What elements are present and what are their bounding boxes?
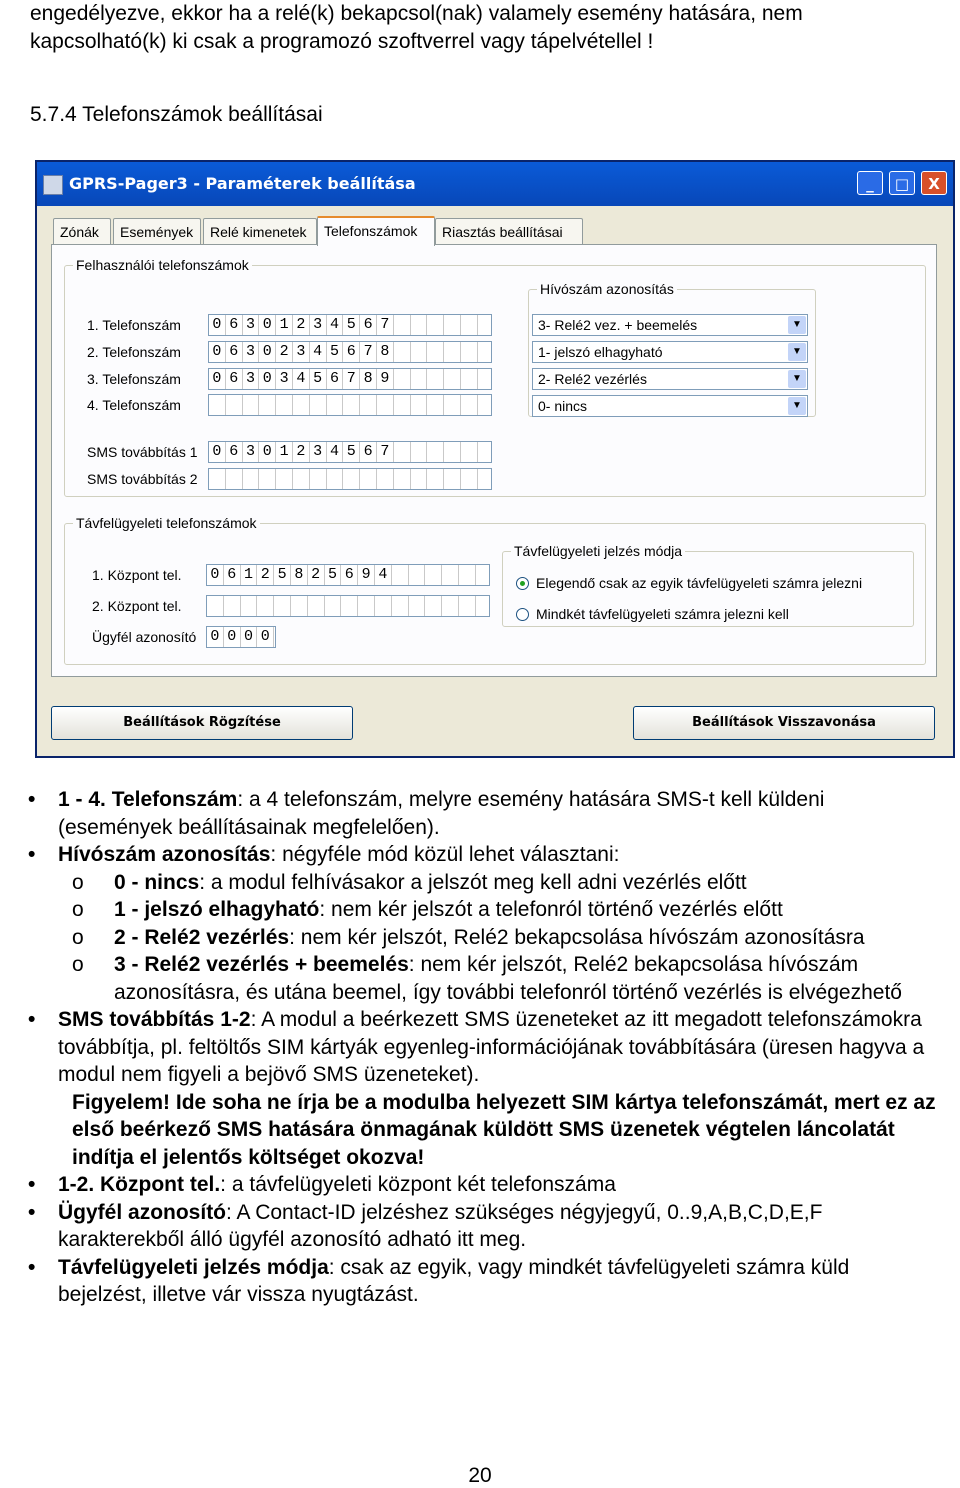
digit-cell: [459, 565, 476, 585]
digit-cell: [444, 342, 461, 362]
digit-cell: 3: [310, 442, 327, 462]
digit-cell: 4: [310, 342, 327, 362]
close-button[interactable]: X: [921, 171, 947, 195]
digit-cell: [427, 395, 444, 415]
definition: : négyféle mód közül lehet választani:: [270, 843, 620, 866]
digit-cell: 3: [243, 442, 260, 462]
term: Távfelügyeleti jelzés módja: [58, 1255, 329, 1279]
list-item: [28, 1254, 938, 1309]
definition: : nem kér jelszót a telefonról történő vezérlés előtt: [319, 898, 783, 921]
digit-cell: 4: [293, 369, 310, 389]
signal-mode-legend: Távfelügyeleti jelzés módja: [514, 543, 683, 559]
digit-cell: 0: [257, 627, 274, 647]
digit-cell: 0: [207, 627, 224, 647]
sms-forward-2-field[interactable]: [208, 468, 492, 490]
digit-cell: [377, 395, 394, 415]
digit-cell: 6: [343, 342, 360, 362]
digit-cell: [427, 469, 444, 489]
sub-list-item: [28, 924, 938, 952]
chevron-down-icon[interactable]: ▼: [788, 370, 806, 388]
digit-cell: 1: [241, 565, 258, 585]
digit-cell: 3: [243, 342, 260, 362]
center-phone-2-label: 2. Központ tel.: [92, 598, 182, 614]
digit-cell: [341, 596, 358, 616]
digit-cell: [444, 369, 461, 389]
tab-esemenyek[interactable]: Események: [113, 218, 201, 244]
list-item: [28, 786, 938, 841]
digit-cell: [411, 442, 428, 462]
definition: : A modul a beérkezett SMS üzeneteket az itt megadott telefonszámokra továbbítja, pl. feltöltős SIM kártyák egyenleg-információjának továbbítására (üresen hagyva a modul nem figyeli a bejövő SMS üzeneteket).: [58, 1008, 925, 1086]
digit-cell: [427, 315, 444, 335]
digit-cell: [459, 596, 476, 616]
digit-cell: [327, 395, 344, 415]
digit-cell: [411, 469, 428, 489]
list-item: [28, 1006, 938, 1089]
digit-cell: 4: [327, 442, 344, 462]
digit-cell: 6: [226, 369, 243, 389]
digit-cell: 0: [259, 442, 276, 462]
caller-id-select-2[interactable]: [532, 341, 808, 363]
digit-cell: [461, 342, 478, 362]
phone-4-label: 4. Telefonszám: [87, 397, 181, 413]
digit-cell: [241, 596, 258, 616]
digit-cell: 8: [291, 565, 308, 585]
term: 3 - Relé2 vezérlés + beemelés: [114, 953, 409, 976]
digit-cell: 2: [293, 315, 310, 335]
digit-cell: [243, 469, 260, 489]
save-settings-button[interactable]: Beállítások Rögzítése: [51, 706, 353, 740]
digit-cell: 4: [327, 315, 344, 335]
digit-cell: 6: [224, 565, 241, 585]
digit-cell: 2: [293, 442, 310, 462]
digit-cell: [427, 369, 444, 389]
digit-cell: 8: [360, 369, 377, 389]
digit-cell: [325, 596, 342, 616]
digit-cell: [394, 315, 411, 335]
digit-cell: 5: [274, 565, 291, 585]
digit-cell: 8: [377, 342, 394, 362]
digit-cell: [394, 342, 411, 362]
digit-cell: [293, 469, 310, 489]
term: Hívószám azonosítás: [58, 843, 271, 866]
digit-cell: [394, 395, 411, 415]
definition: : a modul felhívásakor a jelszót meg kell adni vezérlés előtt: [199, 870, 747, 894]
digit-cell: 7: [360, 342, 377, 362]
digit-cell: 3: [310, 315, 327, 335]
digit-cell: [343, 469, 360, 489]
tab-rele-kimenetek[interactable]: Relé kimenetek: [203, 218, 317, 244]
digit-cell: 5: [310, 369, 327, 389]
sub-list-item: [28, 896, 938, 924]
digit-cell: 1: [276, 315, 293, 335]
user-phones-legend: Felhasználói telefonszámok: [76, 257, 249, 273]
tab-riasztas-beallitasai[interactable]: Riasztás beállításai: [435, 218, 583, 244]
digit-cell: 0: [209, 442, 226, 462]
center-phone-1-field[interactable]: [206, 564, 490, 586]
digit-cell: [461, 395, 478, 415]
digit-cell: 6: [226, 442, 243, 462]
phone-1-field[interactable]: [208, 314, 492, 336]
digit-cell: [461, 315, 478, 335]
digit-cell: [461, 442, 478, 462]
digit-cell: 0: [241, 627, 258, 647]
sms-forward-2-label: SMS továbbítás 2: [87, 471, 198, 487]
term: 0 - nincs: [114, 870, 200, 894]
digit-cell: 1: [276, 442, 293, 462]
sub-list-item: [28, 951, 938, 1006]
digit-cell: 3: [276, 369, 293, 389]
digit-cell: [310, 395, 327, 415]
digit-cell: [257, 596, 274, 616]
term: 2 - Relé2 vezérlés: [114, 925, 290, 949]
digit-cell: 6: [226, 342, 243, 362]
customer-id-label: Ügyfél azonosító: [92, 629, 197, 645]
digit-cell: 5: [327, 342, 344, 362]
digit-cell: [444, 469, 461, 489]
digit-cell: [411, 342, 428, 362]
chevron-down-icon[interactable]: ▼: [788, 343, 806, 361]
digit-cell: 6: [360, 315, 377, 335]
digit-cell: 5: [325, 565, 342, 585]
digit-cell: [358, 596, 375, 616]
caller-id-select-4-value: 0- nincs: [538, 398, 588, 414]
digit-cell: 0: [209, 342, 226, 362]
digit-cell: [442, 596, 459, 616]
digit-cell: [411, 369, 428, 389]
warning-text: Figyelem! Ide soha ne írja be a modulba helyezett SIM kártya telefonszámát, mert ez az első beérkező SMS hatására önmagának küldött SMS üzenetek végtelen láncolatát indítja el jelentős költséget okozva!: [72, 1090, 936, 1169]
definition: : a távfelügyeleti központ két telefonszáma: [220, 1173, 616, 1196]
settings-window: [35, 160, 955, 758]
customer-id-field[interactable]: [206, 626, 276, 648]
maximize-button[interactable]: □: [889, 171, 915, 195]
digit-cell: [343, 395, 360, 415]
digit-cell: [259, 395, 276, 415]
caller-id-select-1-value: 3- Relé2 vez. + beemelés: [538, 317, 698, 333]
digit-cell: 5: [343, 315, 360, 335]
digit-cell: [427, 342, 444, 362]
digit-cell: [360, 395, 377, 415]
app-icon: [43, 175, 63, 195]
page-number: 20: [468, 1464, 492, 1487]
caller-id-select-1[interactable]: [532, 314, 808, 336]
digit-cell: 2: [308, 565, 325, 585]
radio-both-numbers-label[interactable]: Mindkét távfelügyeleti számra jelezni kell: [536, 606, 789, 622]
digit-cell: 4: [375, 565, 392, 585]
section-heading: 5.7.4 Telefonszámok beállításai: [30, 103, 323, 126]
title-bar[interactable]: [37, 162, 953, 206]
digit-cell: [425, 596, 442, 616]
list-item: [28, 1199, 938, 1254]
digit-cell: 6: [327, 369, 344, 389]
digit-cell: [425, 565, 442, 585]
digit-cell: [293, 395, 310, 415]
digit-cell: 2: [257, 565, 274, 585]
digit-cell: [394, 469, 411, 489]
digit-cell: [444, 315, 461, 335]
digit-cell: 7: [377, 315, 394, 335]
digit-cell: 6: [341, 565, 358, 585]
digit-cell: [291, 596, 308, 616]
term: 1 - 4. Telefonszám: [58, 788, 238, 811]
digit-cell: [409, 565, 426, 585]
caller-id-select-4[interactable]: [532, 395, 808, 417]
chevron-down-icon[interactable]: ▼: [788, 316, 806, 334]
list-item: [28, 841, 938, 869]
definition: : nem kér jelszót, Relé2 bekapcsolása hívószám azonosításra, és utána beemel, így további telefonról történő vezérlés is elvégezhető: [114, 953, 902, 1004]
digit-cell: [392, 596, 409, 616]
digit-cell: 0: [259, 342, 276, 362]
digit-cell: 0: [209, 369, 226, 389]
intro-paragraph: engedélyezve, ekkor ha a relé(k) bekapcsol(nak) valamely esemény hatására, nem kapcsolható(k) ki csak a programozó szoftverrel vagy tápelvétellel !: [30, 2, 803, 53]
tab-zonak[interactable]: Zónák: [53, 218, 111, 244]
digit-cell: [411, 395, 428, 415]
revert-settings-button[interactable]: Beállítások Visszavonása: [633, 706, 935, 740]
digit-cell: [444, 442, 461, 462]
digit-cell: 6: [226, 315, 243, 335]
digit-cell: 2: [276, 342, 293, 362]
digit-cell: [461, 469, 478, 489]
term: 1 - jelszó elhagyható: [114, 898, 320, 921]
sub-list-item: [28, 869, 938, 897]
digit-cell: 5: [343, 442, 360, 462]
digit-cell: [308, 596, 325, 616]
digit-cell: [409, 596, 426, 616]
digit-cell: 0: [259, 369, 276, 389]
window-title: GPRS-Pager3 - Paraméterek beállítása: [69, 174, 416, 193]
description-list: [28, 786, 938, 1309]
digit-cell: [360, 469, 377, 489]
digit-cell: [375, 596, 392, 616]
digit-cell: [442, 565, 459, 585]
digit-cell: 0: [259, 315, 276, 335]
definition: : A Contact-ID jelzéshez szükséges négyjegyű, 0..9,A,B,C,D,E,F karakterekből álló ügyfél azonosító adható itt meg.: [58, 1200, 823, 1251]
term: SMS továbbítás 1-2: [58, 1008, 251, 1031]
term: 1-2. Központ tel.: [58, 1173, 221, 1196]
sms-forward-1-field[interactable]: [208, 441, 492, 463]
radio-one-number[interactable]: [516, 577, 529, 590]
phone-3-field[interactable]: [208, 368, 492, 390]
digit-cell: [276, 469, 293, 489]
digit-cell: 9: [358, 565, 375, 585]
phone-2-field[interactable]: [208, 341, 492, 363]
digit-cell: [274, 596, 291, 616]
digit-cell: [224, 596, 241, 616]
radio-one-number-label[interactable]: Elegendő csak az egyik távfelügyeleti számra jelezni: [536, 575, 863, 591]
minimize-button[interactable]: _: [857, 171, 883, 195]
digit-cell: 3: [243, 369, 260, 389]
digit-cell: 3: [293, 342, 310, 362]
phone-1-label: 1. Telefonszám: [87, 317, 181, 333]
center-phone-2-field[interactable]: [206, 595, 490, 617]
digit-cell: 3: [243, 315, 260, 335]
caller-id-select-2-value: 1- jelszó elhagyható: [538, 344, 663, 360]
digit-cell: 0: [209, 315, 226, 335]
digit-cell: 7: [377, 442, 394, 462]
digit-cell: [207, 596, 224, 616]
caller-id-legend: Hívószám azonosítás: [540, 281, 674, 297]
digit-cell: [209, 469, 226, 489]
tab-telefonszamok[interactable]: Telefonszámok: [317, 216, 435, 246]
digit-cell: [427, 442, 444, 462]
digit-cell: [461, 369, 478, 389]
digit-cell: 7: [343, 369, 360, 389]
definition: : a 4 telefonszám, melyre esemény hatására SMS-t kell küldeni (események beállításainak megfelelően).: [58, 788, 825, 839]
chevron-down-icon[interactable]: ▼: [788, 397, 806, 415]
digit-cell: [327, 469, 344, 489]
radio-both-numbers[interactable]: [516, 608, 529, 621]
digit-cell: [209, 395, 226, 415]
digit-cell: [310, 469, 327, 489]
digit-cell: [411, 315, 428, 335]
caller-id-select-3[interactable]: [532, 368, 808, 390]
digit-cell: 6: [360, 442, 377, 462]
digit-cell: [276, 395, 293, 415]
sms-forward-1-label: SMS továbbítás 1: [87, 444, 198, 460]
list-item: [28, 1171, 938, 1199]
digit-cell: 0: [207, 565, 224, 585]
digit-cell: [377, 469, 394, 489]
remote-phones-legend: Távfelügyeleti telefonszámok: [76, 515, 257, 531]
digit-cell: [226, 395, 243, 415]
digit-cell: [394, 442, 411, 462]
digit-cell: [444, 395, 461, 415]
phone-3-label: 3. Telefonszám: [87, 371, 181, 387]
digit-cell: [392, 565, 409, 585]
digit-cell: [243, 395, 260, 415]
phone-2-label: 2. Telefonszám: [87, 344, 181, 360]
digit-cell: [259, 469, 276, 489]
digit-cell: [394, 369, 411, 389]
caller-id-select-3-value: 2- Relé2 vezérlés: [538, 371, 647, 387]
phone-4-field[interactable]: [208, 394, 492, 416]
term: Ügyfél azonosító: [58, 1200, 227, 1224]
definition: : csak az egyik, vagy mindkét távfelügyeleti számra küld bejelzést, illetve vár vissza nyugtázást.: [58, 1255, 850, 1306]
definition: : nem kér jelszót, Relé2 bekapcsolása hívószám azonosításra: [289, 925, 865, 949]
center-phone-1-label: 1. Központ tel.: [92, 567, 182, 583]
digit-cell: 9: [377, 369, 394, 389]
digit-cell: 0: [224, 627, 241, 647]
digit-cell: [226, 469, 243, 489]
tab-panel-telefonszamok: [51, 244, 937, 677]
